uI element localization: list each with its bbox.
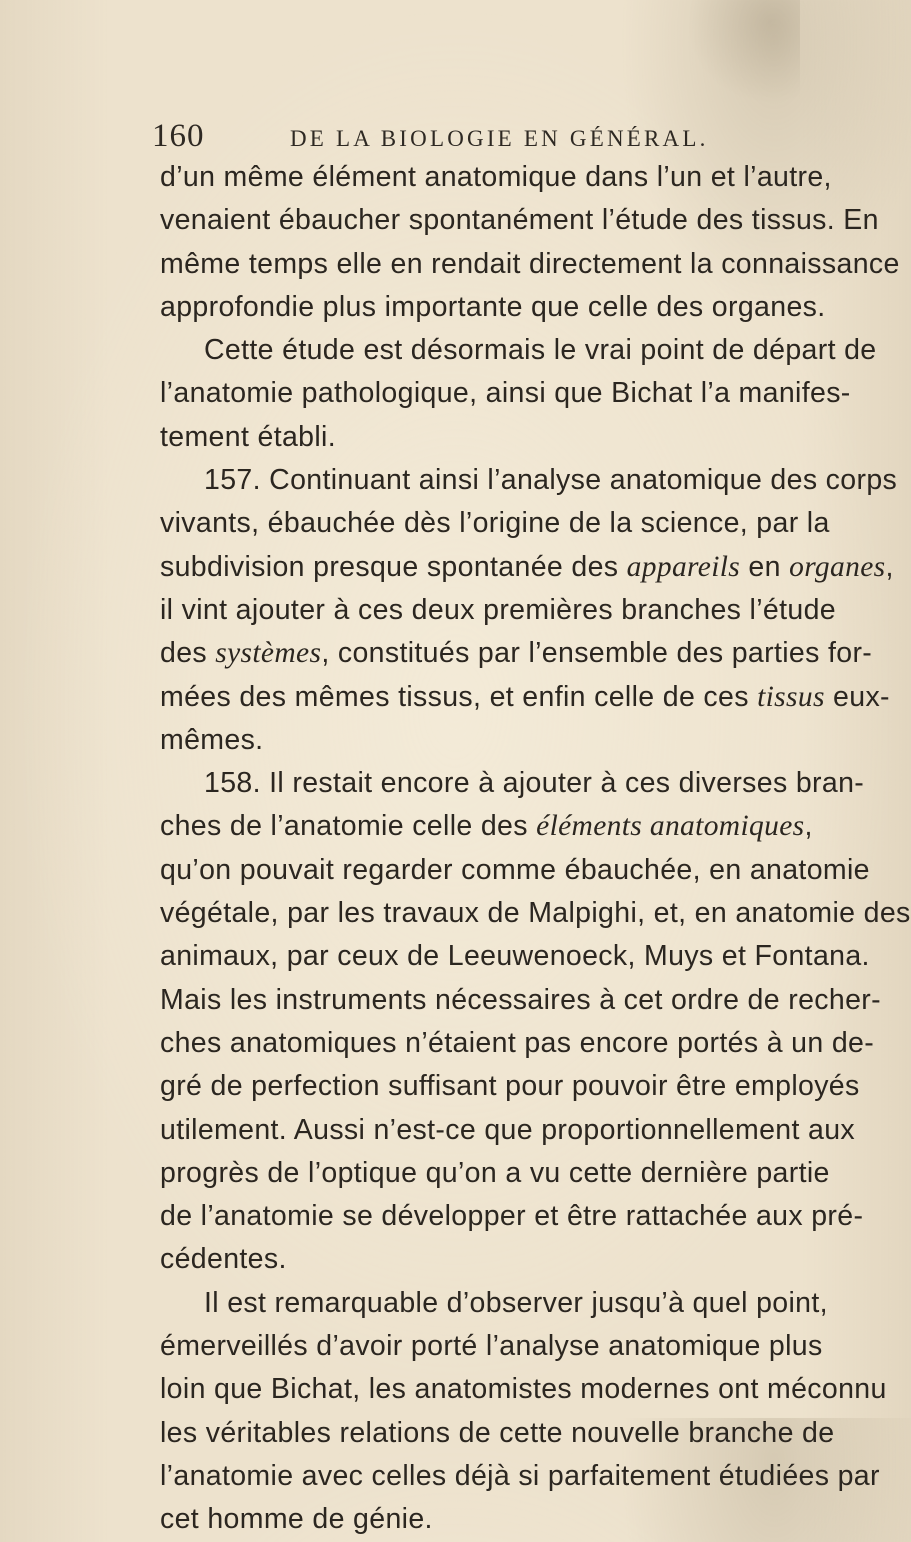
text-run: l’anatomie pathologique, ainsi que Bichat l’a manifes- bbox=[160, 377, 851, 410]
text-run: cet homme de génie. bbox=[160, 1503, 433, 1536]
text-run: Mais les instruments nécessaires à cet ordre de recher- bbox=[160, 983, 881, 1016]
text-line bbox=[204, 459, 898, 502]
text-line bbox=[160, 1238, 764, 1281]
text-run: végétale, par les travaux de Malpighi, et, en anatomie des bbox=[160, 897, 911, 930]
text-run: ches anatomiques n’étaient pas encore portés à un de- bbox=[160, 1026, 875, 1059]
text-line bbox=[160, 286, 826, 329]
body-text bbox=[160, 156, 911, 1542]
text-line bbox=[160, 1022, 875, 1065]
text-run: cédentes. bbox=[160, 1243, 287, 1276]
italic-term: organes bbox=[789, 550, 886, 583]
text-run: progrès de l’optique qu’on a vu cette dernière partie bbox=[160, 1156, 830, 1189]
text-line bbox=[160, 156, 832, 199]
running-head bbox=[152, 118, 752, 158]
text-run: eux- bbox=[824, 680, 890, 713]
text-run: animaux, par ceux de Leeuwenoeck, Muys et Fontana. bbox=[160, 940, 870, 973]
text-line bbox=[160, 719, 764, 762]
text-run: mées des mêmes tissus, et enfin celle de ces bbox=[160, 680, 758, 713]
text-line bbox=[160, 849, 870, 892]
text-run: des bbox=[160, 637, 216, 670]
text-line bbox=[160, 676, 890, 719]
text-line bbox=[160, 1195, 864, 1238]
text-run: venaient ébaucher spontanément l’étude des tissus. En bbox=[160, 204, 879, 237]
italic-term: tissus bbox=[757, 680, 825, 713]
text-line bbox=[160, 1325, 823, 1368]
text-run: , bbox=[885, 550, 894, 583]
text-line bbox=[160, 1109, 856, 1152]
text-run: mêmes. bbox=[160, 723, 264, 756]
text-run: les véritables relations de cette nouvelle branche de bbox=[160, 1416, 835, 1449]
text-line bbox=[160, 416, 764, 459]
text-line bbox=[160, 502, 830, 545]
text-line bbox=[160, 1498, 764, 1541]
text-run: l’anatomie avec celles déjà si parfaitement étudiées par bbox=[160, 1459, 880, 1492]
text-line bbox=[160, 1412, 835, 1455]
text-line bbox=[160, 546, 894, 589]
text-run: utilement. Aussi n’est-ce que proportionnellement aux bbox=[160, 1113, 856, 1146]
text-line bbox=[160, 1152, 830, 1195]
text-run: de l’anatomie se développer et être rattachée aux pré- bbox=[160, 1200, 864, 1233]
text-line bbox=[160, 935, 870, 978]
text-run: même temps elle en rendait directement la connaissance bbox=[160, 247, 900, 280]
text-run: 157. Continuant ainsi l’analyse anatomique des corps bbox=[204, 464, 898, 497]
text-line bbox=[160, 1455, 880, 1498]
text-line bbox=[160, 243, 900, 286]
text-run: en bbox=[740, 550, 790, 583]
italic-term: éléments anatomiques bbox=[536, 810, 805, 843]
text-line bbox=[160, 589, 836, 632]
text-run: 158. Il restait encore à ajouter à ces diverses bran- bbox=[204, 767, 865, 800]
text-run: qu’on pouvait regarder comme ébauchée, en anatomie bbox=[160, 853, 870, 886]
text-run: ches de l’anatomie celle des bbox=[160, 810, 537, 843]
text-run: Cette étude est désormais le vrai point de départ de bbox=[204, 334, 877, 367]
running-title: DE LA BIOLOGIE EN GÉNÉRAL. bbox=[290, 126, 709, 151]
text-run: , constitués par l’ensemble des parties for- bbox=[321, 637, 873, 670]
text-line bbox=[160, 1368, 887, 1411]
text-run: il vint ajouter à ces deux premières branches l’étude bbox=[160, 593, 836, 626]
text-line bbox=[160, 979, 881, 1022]
text-line bbox=[160, 805, 813, 848]
text-line bbox=[160, 1065, 860, 1108]
text-run: subdivision presque spontanée des bbox=[160, 550, 627, 583]
text-line bbox=[204, 329, 877, 372]
text-line bbox=[160, 372, 851, 415]
text-run: loin que Bichat, les anatomistes modernes ont méconnu bbox=[160, 1373, 887, 1406]
text-run: tement établi. bbox=[160, 420, 336, 453]
text-run: Il est remarquable d’observer jusqu’à quel point, bbox=[204, 1286, 828, 1319]
page-number: 160 bbox=[152, 118, 205, 154]
text-run: gré de perfection suffisant pour pouvoir être employés bbox=[160, 1070, 860, 1103]
text-line bbox=[160, 632, 873, 675]
text-line bbox=[160, 892, 911, 935]
italic-term: appareils bbox=[626, 550, 741, 583]
text-run: approfondie plus importante que celle des organes. bbox=[160, 290, 826, 323]
text-run: , bbox=[804, 810, 813, 843]
text-line bbox=[160, 199, 879, 242]
text-run: d’un même élément anatomique dans l’un et l’autre, bbox=[160, 161, 832, 193]
paper-stain bbox=[680, 0, 800, 110]
text-run: vivants, ébauchée dès l’origine de la science, par la bbox=[160, 507, 830, 540]
text-line bbox=[204, 762, 865, 805]
italic-term: systèmes bbox=[215, 637, 322, 670]
text-run: émerveillés d’avoir porté l’analyse anatomique plus bbox=[160, 1330, 823, 1363]
text-line bbox=[204, 1282, 828, 1325]
